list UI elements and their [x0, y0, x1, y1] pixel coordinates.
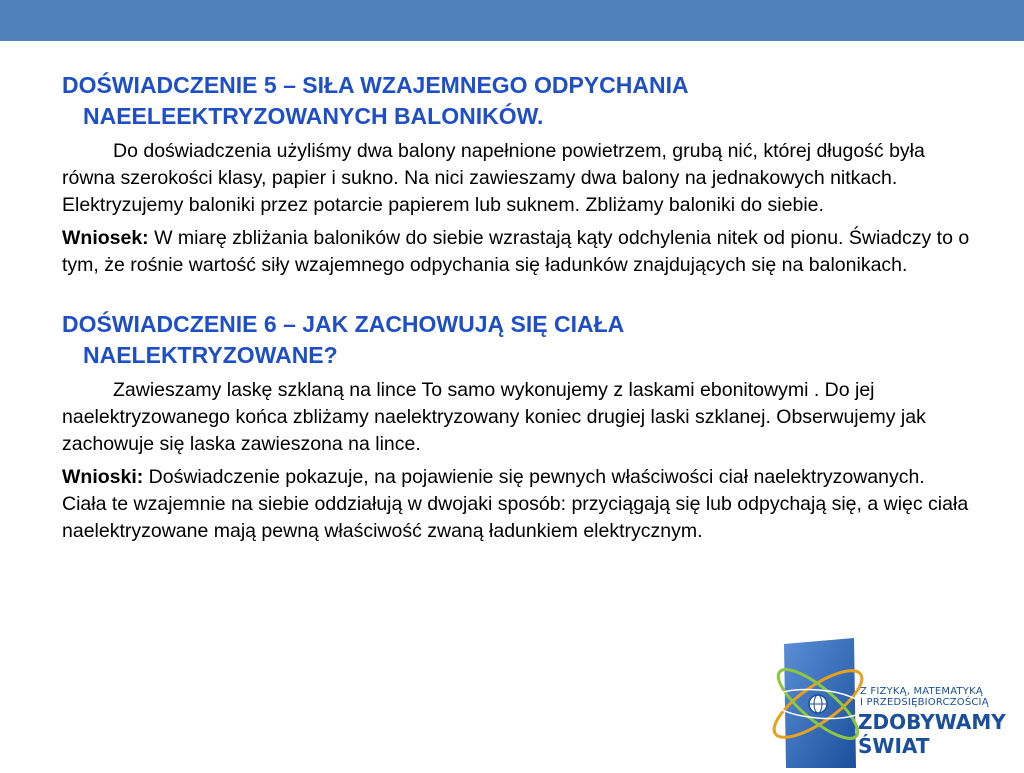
section2-description: Zawieszamy laskę szklaną na lince To samo wykonujemy z laskami ebonitowymi . Do jej naelektryzowanego końca zbliżamy naelektryzowany koniec drugiej laski szklanej. Obserwujemy jak zachowuje się laska zawieszona na lince.: [62, 379, 926, 455]
section2-heading: [62, 309, 972, 371]
section2-conclusion: [62, 464, 972, 545]
section1-heading-line2: NAEELEEKTRYZOWANYCH BALONIKÓW.: [83, 103, 544, 129]
section1-heading: [62, 70, 972, 132]
logo-title-line2: ŚWIAT: [858, 734, 930, 758]
project-logo: [760, 638, 1024, 768]
section1-description: Do doświadczenia użyliśmy dwa balony napełnione powietrzem, grubą nić, której długość była równa szerokości klasy, papier i sukno. Na nici zawieszamy dwa balony na jednakowych nitkach. Elektryzujemy baloniki przez potarcie papierem lub suknem. Zbliżamy baloniki do siebie.: [62, 140, 925, 216]
section2-heading-line2: NAELEKTRYZOWANE?: [83, 342, 338, 368]
section2-heading-line1: DOŚWIADCZENIE 6 – JAK ZACHOWUJĄ SIĘ CIAŁA: [62, 311, 625, 337]
logo-subtitle-line2: I PRZEDSIĘBIORCZOŚCIĄ: [860, 697, 989, 708]
section2-conclusion-label: Wnioski:: [62, 466, 144, 488]
section1-heading-line1: DOŚWIADCZENIE 5 – SIŁA WZAJEMNEGO ODPYCHANIA: [62, 72, 689, 98]
slide-content: [62, 70, 972, 545]
section2-conclusion-text: Doświadczenie pokazuje, na pojawienie się pewnych właściwości ciał naelektryzowanych. Ciała te wzajemnie na siebie oddziałują w dwojaki sposób: przyciągają się lub odpychają się, a więc ciała naelektryzowane mają pewną właściwość zwaną ładunkiem elektrycznym.: [62, 466, 969, 542]
section1-conclusion: [62, 225, 972, 279]
logo-subtitle-line1: Z FIZYKĄ, MATEMATYKĄ: [860, 686, 983, 697]
section-gap: [62, 279, 972, 309]
logo-title-line1: ZDOBYWAMY: [858, 710, 1006, 734]
section1-conclusion-label: Wniosek:: [62, 227, 149, 249]
top-bar: [0, 0, 1024, 41]
section1-conclusion-text: W miarę zbliżania baloników do siebie wzrastają kąty odchylenia nitek od pionu. Świadczy to o tym, że rośnie wartość siły wzajemnego odpychania się ładunków znajdujących się na balonikach.: [62, 227, 970, 276]
logo-subtitle: [860, 686, 989, 708]
